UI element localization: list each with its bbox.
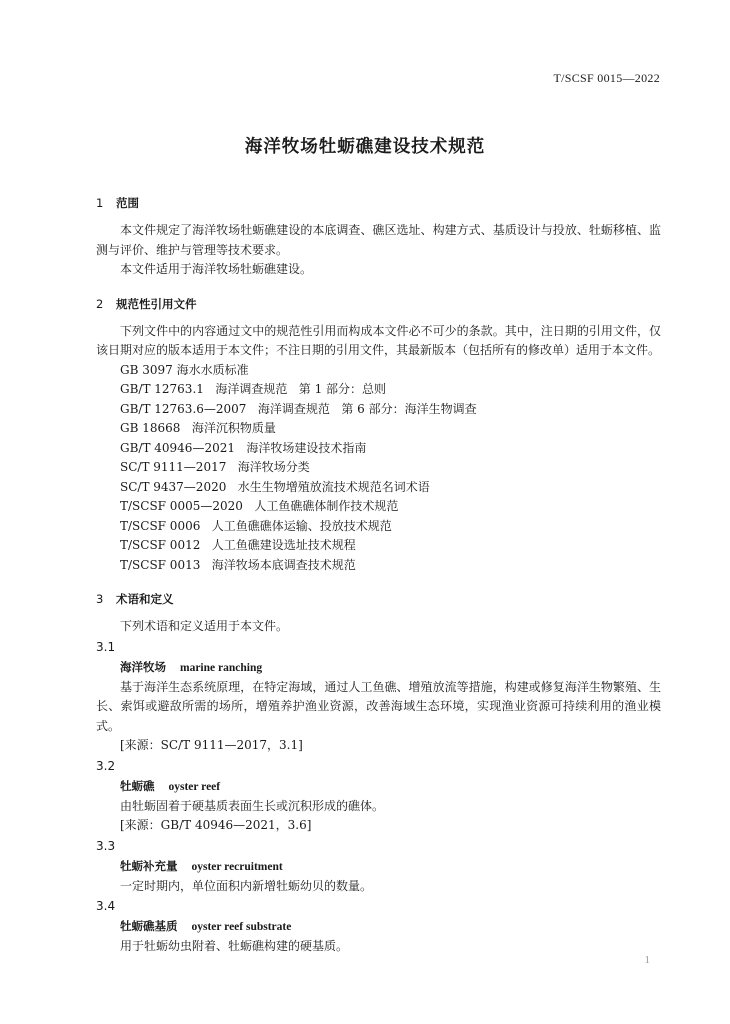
reference-item: T/SCSF 0012 人工鱼礁建设选址技术规程: [120, 538, 356, 552]
section-title: 规范性引用文件: [116, 296, 197, 311]
reference-item: SC/T 9437—2020 水生生物增殖放流技术规范名词术语: [120, 479, 430, 494]
reference-item: T/SCSF 0005—2020 人工鱼礁礁体制作技术规范: [120, 499, 399, 513]
paragraph: 本文件规定了海洋牧场牡蛎礁建设的本底调查、礁区选址、构建方式、基质设计与投放、牡蛎移植、监测与评价、维护与管理等技术要求。: [96, 223, 661, 257]
term-chinese: 牡蛎补充量: [120, 858, 178, 873]
term-entry: [96, 776, 661, 797]
term-entry: [96, 856, 661, 877]
term-english: oyster recruitment: [191, 860, 283, 873]
paragraph: 下列术语和定义适用于本文件。: [120, 619, 289, 633]
section-heading-normative-references: [96, 294, 661, 314]
clause-number: 3.1: [96, 639, 116, 654]
section-title: 范围: [116, 196, 139, 210]
section-heading-scope: [96, 193, 661, 213]
term-english: oyster reef: [168, 780, 221, 793]
term-definition: 用于牡蛎幼虫附着、牡蛎礁构建的硬基质。: [120, 939, 349, 953]
term-english: marine ranching: [180, 661, 263, 674]
reference-list: [96, 361, 661, 576]
section-title: 术语和定义: [116, 592, 174, 606]
section-number: 2: [96, 296, 104, 311]
clause-number: 3.4: [96, 899, 116, 913]
term-definition: 基于海洋生态系统原理，在特定海域，通过人工鱼礁、增殖放流等措施，构建或修复海洋生物繁殖、生长、索饵或避敌所需的场所，增殖养护渔业资源，改善海域生态环境，实现渔业资源可持续利用的渔业模式。: [96, 679, 661, 733]
document-title: 海洋牧场牡蛎礁建设技术规范: [244, 137, 486, 157]
clause-number: 3.2: [96, 758, 116, 773]
page-number: 1: [644, 954, 650, 966]
reference-item: GB/T 40946—2021 海洋牧场建设技术指南: [120, 440, 367, 455]
term-source: [来源：SC/T 9111—2017，3.1]: [120, 738, 303, 752]
document-body: [96, 193, 661, 957]
term-definition: 由牡蛎固着于硬基质表面生长或沉积形成的礁体。: [120, 798, 385, 813]
reference-item: GB/T 12763.1 海洋调查规范 第 1 部分：总则: [120, 382, 387, 396]
term-chinese: 海洋牧场: [120, 659, 166, 674]
term-chinese: 牡蛎礁: [120, 778, 155, 793]
clause-number: 3.3: [96, 838, 116, 853]
term-entry: [96, 916, 661, 937]
term-source: [来源：GB/T 40946—2021，3.6]: [120, 818, 312, 832]
reference-item: GB 3097 海水水质标准: [120, 362, 249, 377]
reference-item: T/SCSF 0013 海洋牧场本底调查技术规范: [120, 557, 356, 572]
term-definition: 一定时期内，单位面积内新增牡蛎幼贝的数量。: [120, 878, 373, 893]
reference-item: GB/T 12763.6—2007 海洋调查规范 第 6 部分：海洋生物调查: [120, 401, 477, 416]
reference-item: GB 18668 海洋沉积物质量: [120, 421, 276, 435]
reference-item: SC/T 9111—2017 海洋牧场分类: [120, 460, 310, 474]
paragraph: 本文件适用于海洋牧场牡蛎礁建设。: [120, 262, 313, 276]
standard-code: T/SCSF 0015—2022: [553, 71, 660, 85]
section-heading-terms-definitions: [96, 589, 661, 609]
term-chinese: 牡蛎礁基质: [120, 919, 178, 933]
reference-item: T/SCSF 0006 人工鱼礁礁体运输、投放技术规范: [120, 518, 392, 533]
paragraph: 下列文件中的内容通过文中的规范性引用而构成本文件必不可少的条款。其中，注日期的引用文件，仅该日期对应的版本适用于本文件；不注日期的引用文件，其最新版本（包括所有的修改单）适用于本文件。: [96, 323, 661, 357]
term-entry: [96, 657, 661, 678]
section-number: 1: [96, 196, 104, 210]
term-english: oyster reef substrate: [191, 921, 292, 933]
section-number: 3: [96, 592, 104, 606]
